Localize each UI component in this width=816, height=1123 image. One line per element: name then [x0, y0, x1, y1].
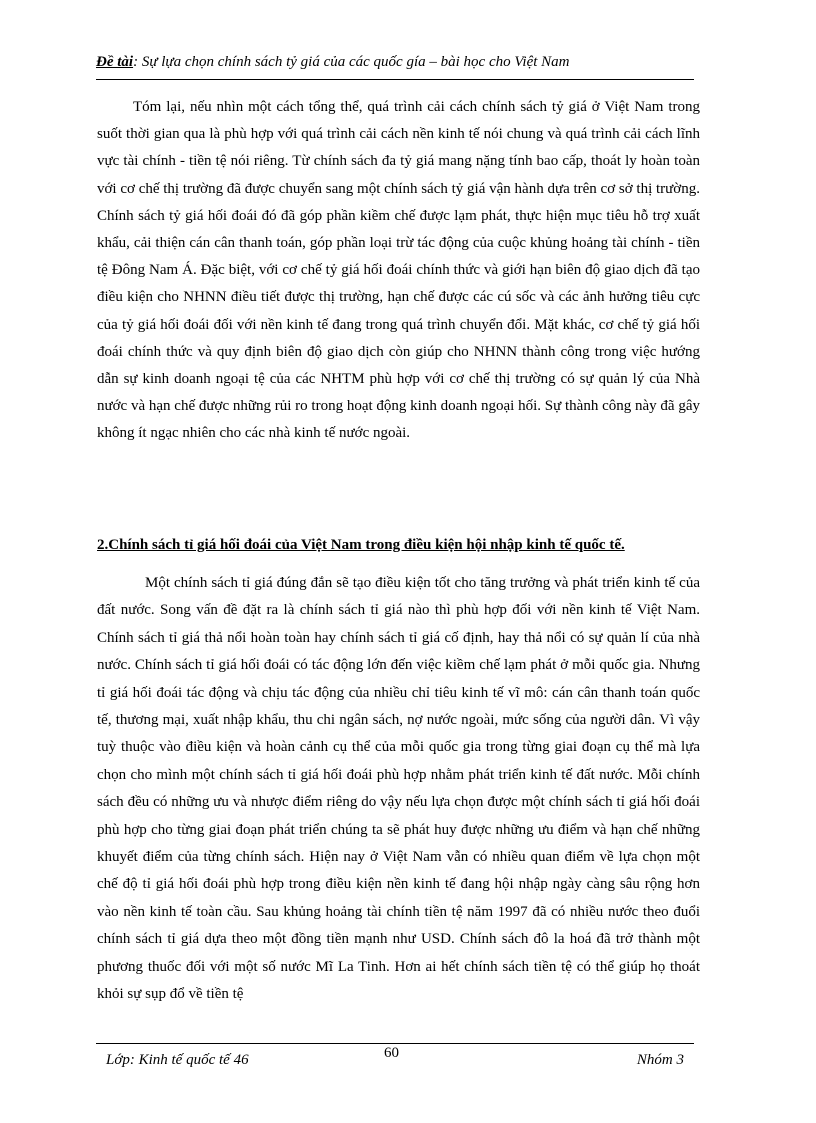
section-heading: 2.Chính sách tỉ giá hối đoái của Việt Nam trong điều kiện hội nhập kinh tế quốc tế. [97, 537, 625, 553]
page-number: 60 [384, 1045, 399, 1061]
page-header [96, 52, 696, 72]
header-topic-label: Đề tài [96, 54, 134, 70]
body-paragraph-1: Tóm lại, nếu nhìn một cách tổng thể, quá trình cải cách chính sách tỷ giá ở Việt Nam trong suốt thời gian qua là phù hợp với quá trình cải cách nền kinh tế nói chung và quá trình cải cách lĩnh vực tài chính - tiền tệ nói riêng. Từ chính sách đa tỷ giá mang nặng tính bao cấp, thoát ly hoàn toàn với cơ chế thị trường đã được chuyển sang một chính sách tỷ giá vận hành dựa trên cơ sở thị trường. Chính sách tỷ giá hối đoái đó đã góp phần kiềm chế được lạm phát, thực hiện mục tiêu hỗ trợ xuất khẩu, cải thiện cán cân thanh toán, góp phần loại trừ tác động của cuộc khủng hoảng tài chính - tiền tệ Đông Nam Á. Đặc biệt, với cơ chế tỷ giá hối đoái chính thức và giới hạn biên độ giao dịch đã tạo điều kiện cho NHNN điều tiết được thị trường, hạn chế được các cú sốc và các ảnh hưởng tiêu cực của tỷ giá hối đoái đối với nền kinh tế đang trong quá trình chuyển đổi. Mặt khác, cơ chế tỷ giá hối đoái chính thức và quy định biên độ giao dịch còn giúp cho NHNN thành công trong việc hướng dẫn sự kinh doanh ngoại tệ của các NHTM phù hợp với cơ chế thị trường có sự quản lý của Nhà nước và hạn chế được những rủi ro trong hoạt động kinh doanh ngoại hối. Sự thành công này đã gây không ít ngạc nhiên cho các nhà kinh tế nước ngoài. [97, 99, 700, 442]
footer-class-label: Lớp: Kinh tế quốc tế 46 [106, 1052, 249, 1068]
page-footer [96, 1042, 694, 1076]
header-divider [96, 79, 694, 80]
footer-group-label: Nhóm 3 [636, 1052, 684, 1068]
body-paragraph-2: Một chính sách tỉ giá đúng đắn sẽ tạo điều kiện tốt cho tăng trưởng và phát triển kinh tế của đất nước. Song vấn đề đặt ra là chính sách tỉ giá nào thì phù hợp đối với nền kinh tế Việt Nam. Chính sách tỉ giá thả nổi hoàn toàn hay chính sách tỉ giá cố định, hay thả nổi có sự quản lí của nhà nước. Chính sách tỉ giá hối đoái có tác động lớn đến việc kiềm chế lạm phát ở mỗi quốc gia. Nhưng tỉ giá hối đoái tác động và chịu tác động của nhiều chỉ tiêu kinh tế vĩ mô: cán cân thanh toán quốc tế, thương mại, xuất nhập khẩu, thu chi ngân sách, nợ nước ngoài, mức sống của người dân. Vì vậy tuỳ thuộc vào điều kiện và hoàn cảnh cụ thể của mỗi quốc gia trong từng giai đoạn cụ thể mà lựa chọn cho mình một chính sách tỉ giá hối đoái phù hợp nhằm phát triển kinh tế đất nước. Mỗi chính sách đều có những ưu và nhược điểm riêng do vậy nếu lựa chọn được một chính sách tỉ giá hối đoái phù hợp cho từng giai đoạn phát triển chúng ta sẽ phát huy được những ưu điểm và hạn chế những khuyết điểm của từng chính sách. Hiện nay ở Việt Nam vẫn có nhiều quan điểm về lựa chọn một chế độ tỉ giá hối đoái phù hợp trong điều kiện nền kinh tế đang hội nhập ngày càng sâu rộng hơn vào nền kinh tế toàn cầu. Sau khủng hoảng tài chính tiền tệ năm 1997 đã có nhiều nước theo đuổi chính sách tỉ giá dựa theo một đồng tiền mạnh như USD. Chính sách đô la hoá đã trở thành một phương thuốc đối với một số nước Mĩ La Tinh. Hơn ai hết chính sách tiền tệ có thể giúp họ thoát khỏi sự sụp đổ về tiền tệ [97, 575, 700, 1003]
header-title: : Sự lựa chọn chính sách tỷ giá của các quốc gía – bài học cho Việt Nam [133, 54, 570, 70]
